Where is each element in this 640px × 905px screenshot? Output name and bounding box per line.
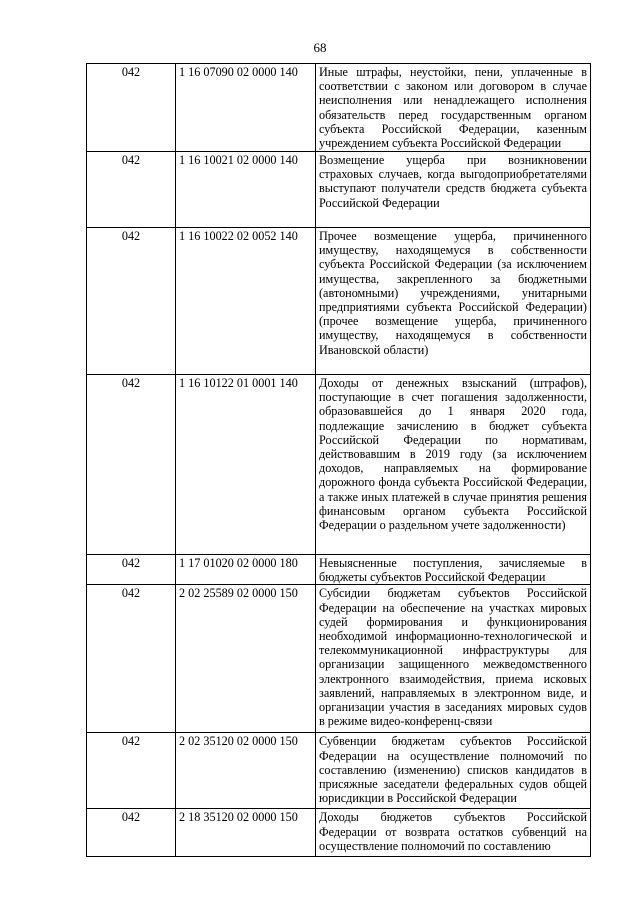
classification-code-cell: 1 16 10021 02 0000 140 (176, 152, 316, 228)
classification-code-cell: 1 17 01020 02 0000 180 (176, 555, 316, 585)
revenue-name-cell: Иные штрафы, неустойки, пени, уплаченные в соответствии с законом или договором в случае неисполнения или ненадлежащего исполнения обязательств перед государственным органом субъекта Российской Федерации, казенным учреждением субъекта Российской Федерации (316, 64, 591, 152)
admin-code-cell: 042 (87, 228, 176, 375)
admin-code-cell: 042 (87, 375, 176, 555)
classification-code-cell: 2 02 25589 02 0000 150 (176, 585, 316, 733)
revenue-name-cell: Субсидии бюджетам субъектов Российской Федерации на обеспечение на участках мировых судей формирования и функционирования необходимой информационно-технологической и телекоммуникационной инфраструктуры для организации защищенного межведомственного электронного взаимодействия, приема исковых заявлений, направляемых в электронном виде, и организации участия в заседаниях мировых судов в режиме видео-конференц-связи (316, 585, 591, 733)
admin-code-cell: 042 (87, 555, 176, 585)
admin-code-cell: 042 (87, 585, 176, 733)
admin-code-cell: 042 (87, 64, 176, 152)
table-row (87, 375, 591, 555)
revenue-code-table (86, 63, 591, 857)
admin-code-cell: 042 (87, 152, 176, 228)
revenue-name-cell: Возмещение ущерба при возникновении страховых случаев, когда выгодоприобретателями выступают получатели средств бюджета субъекта Российской Федерации (316, 152, 591, 228)
admin-code-cell: 042 (87, 809, 176, 857)
table-row (87, 555, 591, 585)
revenue-name-cell: Субвенции бюджетам субъектов Российской Федерации на осуществление полномочий по составлению (изменению) списков кандидатов в присяжные заседатели федеральных судов общей юрисдикции в Российской Федерации (316, 733, 591, 809)
revenue-name-cell: Доходы от денежных взысканий (штрафов), поступающие в счет погашения задолженности, образовавшейся до 1 января 2020 года, подлежащие зачислению в бюджет субъекта Российской Федерации по нормативам, действовавшим в 2019 году (за исключением доходов, направляемых на формирование дорожного фонда субъекта Российской Федерации, а также иных платежей в случае принятия решения финансовым органом субъекта Российской Федерации о раздельном учете задолженности) (316, 375, 591, 555)
classification-code-cell: 2 02 35120 02 0000 150 (176, 733, 316, 809)
table-row (87, 228, 591, 375)
table-row (87, 733, 591, 809)
page-number: 68 (313, 40, 327, 55)
classification-code-cell: 1 16 10122 01 0001 140 (176, 375, 316, 555)
classification-code-cell: 1 16 07090 02 0000 140 (176, 64, 316, 152)
table-row (87, 152, 591, 228)
table-row (87, 585, 591, 733)
revenue-name-cell: Невыясненные поступления, зачисляемые в бюджеты субъектов Российской Федерации (316, 555, 591, 585)
table-row (87, 64, 591, 152)
admin-code-cell: 042 (87, 733, 176, 809)
classification-code-cell: 1 16 10022 02 0052 140 (176, 228, 316, 375)
revenue-name-cell: Доходы бюджетов субъектов Российской Федерации от возврата остатков субвенций на осуществление полномочий по составлению (316, 809, 591, 857)
revenue-name-cell: Прочее возмещение ущерба, причиненного имуществу, находящемуся в собственности субъекта Российской Федерации (за исключением имущества, закрепленного за бюджетными (автономными) учреждениями, унитарными предприятиями субъекта Российской Федерации) (прочее возмещение ущерба, причиненного имуществу, находящемуся в собственности Ивановской области) (316, 228, 591, 375)
table-row (87, 809, 591, 857)
classification-code-cell: 2 18 35120 02 0000 150 (176, 809, 316, 857)
